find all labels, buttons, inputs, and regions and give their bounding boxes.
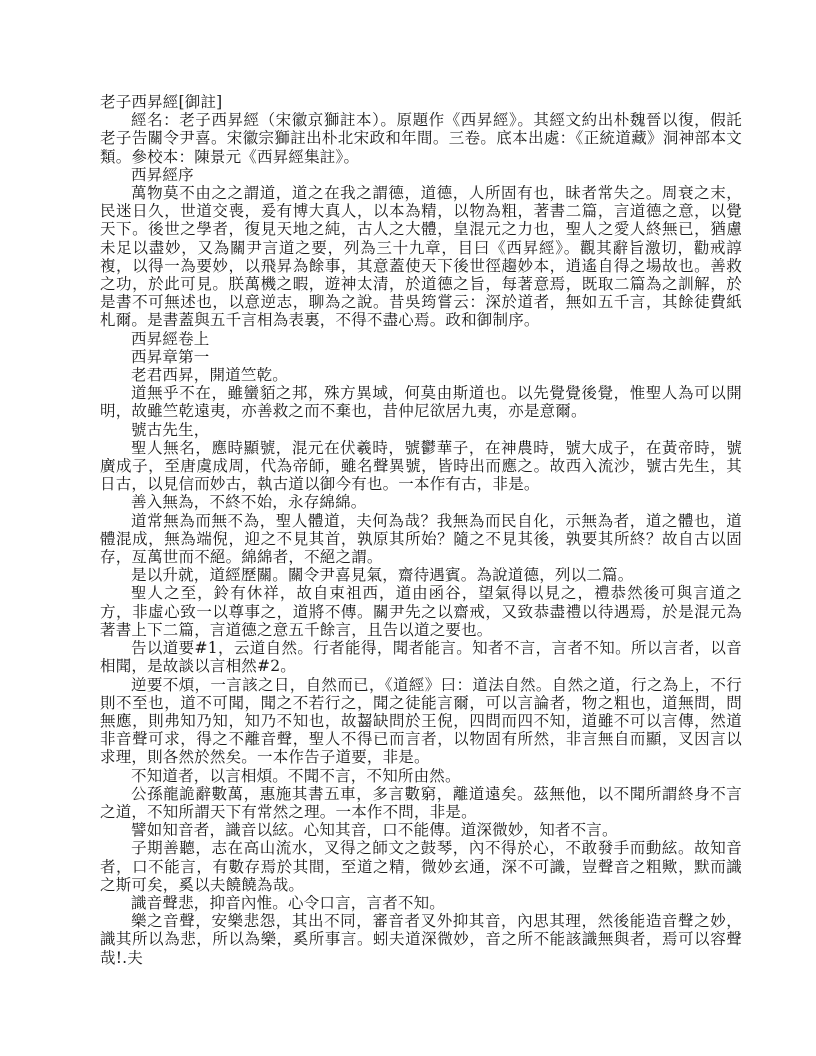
- paragraph-15: 逆要不煩，一言該之日，自然而已，《道經》曰：道法自然。自然之道，行之為上，不行則不至也，道不可聞，聞之不若行之，聞之徒能言爾，可以言論者，物之粗也，道無問，問無應，則弗知乃知，知乃不知也，故齧缺問於王倪，四問而四不知，道雖不可以言傳，然道非音聲可求，得之不離音聲，聖人不得已而言者，以物固有所然，非言無自而顯，叉因言以求理，則各然於然矣。一本作告子道要，非是。: [100, 675, 742, 767]
- paragraph-21: 樂之音聲，安樂悲怨，其出不同，審音者叉外抑其音，內思其理，然後能造音聲之妙，識其所以為悲，所以為樂，奚所事言。蚓夫道深微妙，音之所不能該識無與者，焉可以容聲哉!.夫: [100, 912, 742, 967]
- paragraph-20: 識音聲悲，抑音內惟。心令口言，言者不知。: [131, 893, 446, 912]
- paragraph-4: 西昇經卷上: [131, 329, 210, 348]
- paragraph-2: 西昇經序: [131, 165, 194, 184]
- paragraph-9: 聖人無名，應時顯號，混元在伏羲時，號鬱華子，在神農時，號大成子，在黃帝時，號廣成子，至唐虞成周，代為帝師，雖名聲異號，皆時出而應之。故西入流沙，號古先生，其日古，以見信而妙古，執古道以御今有也。一本作有古，非是。: [100, 438, 742, 494]
- paragraph-6: 老君西昇，開道竺乾。: [131, 366, 289, 385]
- document-title: 老子西昇經[御註]: [100, 93, 223, 111]
- paragraph-5: 西昇章第一: [131, 347, 210, 366]
- paragraph-17: 公孫龍詭辭數萬，惠施其書五車，多言數窮，離道遠矣。茲無他，以不聞所謂終身不言之道，不知所謂天下有常然之理。一本作不問，非是。: [100, 784, 742, 821]
- paragraph-3: 萬物莫不由之之謂道，道之在我之謂德，道德，人所固有也，昧者常失之。周衰之末，民迷日久，世道交喪，爰有博大真人，以本為精，以物為粗，著書二篇，言道德之意，以覺天下。後世之學者，復見天地之純，古人之大體，皇混元之力也，聖人之愛人終無已，猶慮未足以盡妙，又為關尹言道之要，列為三十九章，目曰《西昇經》。觀其辭旨激切，勸戒諄複，以得一為要妙，以飛昇為餘事，其意蓋使天下後世徑趨妙本，逍遙自得之場故也。善救之功，於此可見。朕萬機之暇，遊神太清，於道德之旨，每著意焉，既取二篇為之訓解，於是書不可無述也，以意逆志，聊為之說。昔吳筠嘗云：深於道者，無如五千言，其餘徒費紙札爾。是書蓋與五千言相為表裏，不得不盡心焉。政和御制序。: [100, 184, 742, 330]
- paragraph-19: 子期善聽，志在高山流水，叉得之師文之鼓琴，內不得於心，不敢發手而動絃。故知音者，口不能言，有數存焉於其間，至道之精，微妙玄通，深不可識，豈聲音之粗歟，默而識之斯可矣，奚以夫饒饒為哉。: [100, 839, 742, 894]
- paragraph-7: 道無乎不在，雖蠻貊之邦，殊方異域，何莫由斯道也。以先覺覺後覺，惟聖人為可以開明，故雖竺乾遠夷，亦善救之而不棄也，昔仲尼欲居九夷，亦是意爾。: [100, 384, 742, 421]
- paragraph-11: 道常無為而無不為，聖人體道，夫何為哉？我無為而民自化，示無為者，道之體也，道體混成，無為端倪，迎之不見其首，孰原其所始？隨之不見其後，孰要其所終？故自古以固存，亙萬世而不絕。綿綿者，不絕之謂。: [100, 511, 742, 567]
- paragraph-1: 經名：老子西昇經（宋徽京獅註本）。原題作《西昇經》。其經文約出朴魏晉以復，假託老子告關令尹喜。宋徽宗獅註出朴北宋政和年間。三卷。底本出處：《正統道藏》洞神部本文類。參校本：陳景元《西昇經集註》。: [100, 111, 742, 166]
- paragraph-10: 善入無為，不終不始，永存綿綿。: [131, 493, 367, 512]
- paragraph-14: 告以道要#1，云道自然。行者能得，聞者能言。知者不言，言者不知。所以言者，以音相聞，是故談以言相然#2。: [100, 639, 742, 676]
- document-body: [100, 93, 742, 967]
- paragraph-8: 號古先生，: [131, 420, 210, 439]
- paragraph-12: 是以升就，道經歷關。關令尹喜見氣，齋待遇賓。為說道德，列以二篇。: [131, 566, 634, 585]
- paragraph-18: 譬如知音者，識音以絃。心知其音，口不能傳。道深微妙，知者不言。: [131, 821, 618, 840]
- paragraph-13: 聖人之至，鈴有休祥，故自束祖西，道由函谷，望氣得以見之，禮恭然後可與言道之方，非虛心致一以尊事之，道將不傳。關尹先之以齋戒，又致恭盡禮以待遇焉，於是混元為著書上下二篇，言道德之意五千餘言，且告以道之要也。: [100, 584, 742, 639]
- paragraph-16: 不知道者，以言相煩。不聞不言，不知所由然。: [131, 766, 461, 785]
